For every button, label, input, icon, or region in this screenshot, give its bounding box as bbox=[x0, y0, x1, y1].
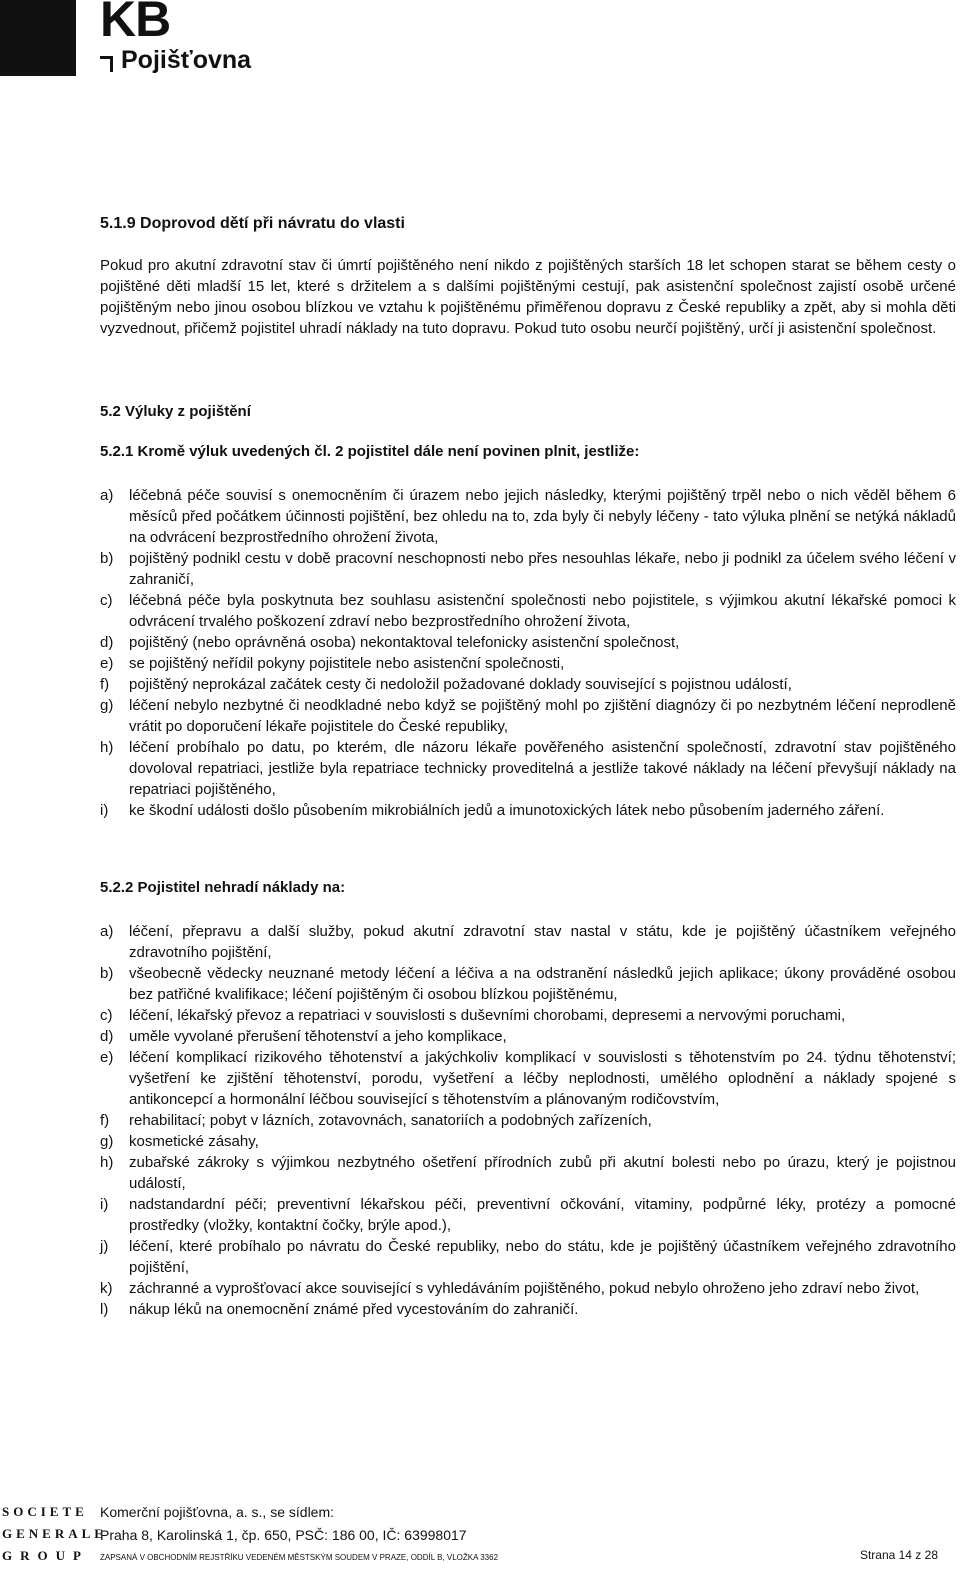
list-item: l) nákup léků na onemocnění známé před vycestováním do zahraničí. bbox=[100, 1301, 579, 1318]
list-item: d) uměle vyvolané přerušení těhotenství a jeho komplikace, bbox=[100, 1028, 507, 1045]
list-item: i) nadstandardní péči; preventivní lékařskou péči, preventivní očkování, vitaminy, podpůrné léky, protézy a pomocné prostředky (vložky, kontaktní čočky, brýle apod.), bbox=[100, 1196, 956, 1234]
list-item: a) léčebná péče souvisí s onemocněním či úrazem nebo jejich následky, kterými pojištěný trpěl nebo o nich věděl během 6 měsíců před počátkem účinnosti pojištění, bez ohledu na to, zda byly či nebyly léčeny - tato výluka plnění se netýká nákladů na odvrácení bezprostředního ohrožení života, bbox=[100, 487, 956, 546]
list-item: e) léčení komplikací rizikového těhotenství a jakýchkoliv komplikací v souvislosti s těhotenstvím po 24. týdnu těhotenství; vyšetření ke zjištění těhotenství, porodu, vyšetření a léčby neplodnosti, umělého oplodnění a náklady spojené s antikoncepcí a hormonální léčbou související s těhotenstvím a plánovaným rodičovstvím, bbox=[100, 1049, 956, 1108]
list-item: i) ke škodní události došlo působením mikrobiálních jedů a imunotoxických látek nebo působením jaderného záření. bbox=[100, 802, 885, 819]
exclusions-list bbox=[100, 485, 956, 821]
footer-company: Komerční pojišťovna, a. s., se sídlem: bbox=[100, 1504, 335, 1520]
section-591-paragraph: Pokud pro akutní zdravotní stav či úmrtí pojištěného není nikdo z pojištěných starších 18 let schopen starat se během cesty o pojištěné děti mladší 15 let, které s držitelem a s dalšími pojištěnými cestují, pak asistenční společnost zajistí osobě určené pojištěným nebo jinou osobou blízkou ve vztahu k pojištěnému přiměřenou dopravu z České republiky a zpět, aby si mohla děti vyzvednout, přičemž pojistitel uhradí náklady na tuto dopravu. Pokud tuto osobu neurčí pojištěný, určí ji asistenční společnost. bbox=[100, 257, 956, 337]
list-item: k) záchranné a vyprošťovací akce související s vyhledáváním pojištěného, pokud nebylo ohroženo jeho zdraví nebo život, bbox=[100, 1280, 920, 1297]
sg-logo-line1: SOCIETE bbox=[2, 1504, 88, 1519]
list-item: d) pojištěný (nebo oprávněná osoba) nekontaktoval telefonicky asistenční společnost, bbox=[100, 634, 680, 651]
list-item: h) zubařské zákroky s výjimkou nezbytného ošetření přírodních zubů při akutní bolesti nebo po úrazu, který je pojistnou událostí, bbox=[100, 1154, 956, 1192]
list-item: g) kosmetické zásahy, bbox=[100, 1133, 259, 1150]
costs-list bbox=[100, 921, 956, 1320]
corner-icon bbox=[100, 56, 113, 72]
list-item: c) léčení, lékařský převoz a repatriaci v souvislosti s duševními chorobami, depresemi a nervovými poruchami, bbox=[100, 1007, 846, 1024]
list-item: a) léčení, přepravu a další služby, pokud akutní zdravotní stav nastal v státu, kde je pojištěný účastníkem veřejného zdravotního pojištění, bbox=[100, 923, 956, 961]
footer-address: Praha 8, Karolinská 1, čp. 650, PSČ: 186 00, IČ: 63998017 bbox=[100, 1527, 467, 1543]
footer-registry: ZAPSANÁ V OBCHODNÍM REJSTŘÍKU VEDENÉM MĚSTSKÝM SOUDEM V PRAZE, ODDÍL B, VLOŽKA 3362 bbox=[100, 1553, 499, 1562]
list-item: b) pojištěný podnikl cestu v době pracovní neschopnosti nebo přes nesouhlas lékaře, nebo ji podnikl za účelem svého léčení v zahraničí, bbox=[100, 550, 956, 588]
list-item: f) pojištěný neprokázal začátek cesty či nedoložil požadované doklady související s pojistnou událostí, bbox=[100, 676, 792, 693]
sg-logo-line2: GENERALE bbox=[2, 1526, 107, 1541]
list-item: c) léčebná péče byla poskytnuta bez souhlasu asistenční společnosti nebo pojistitele, s výjimkou akutní lékařské pomoci k odvrácení trvalého poškození zdraví nebo bezprostředního ohrožení života, bbox=[100, 592, 956, 630]
list-item: h) léčení probíhalo po datu, po kterém, dle názoru lékaře pověřeného asistenční společností, zdravotní stav pojištěného dovoloval repatriaci, jestliže byla repatriace technicky proveditelná a jestliže takové náklady na léčení převyšují náklady na repatriaci pojištěného, bbox=[100, 739, 956, 798]
section-522-title: 5.2.2 Pojistitel nehradí náklady na: bbox=[100, 879, 346, 896]
logo-subtitle bbox=[100, 48, 251, 73]
list-item: g) léčení nebylo nezbytné či neodkladné nebo když se pojištěný mohl po zjištění diagnózy či po nezbytném léčení neprodleně vrátit po doporučení lékaře pojistitele do České republiky, bbox=[100, 697, 956, 735]
page-number: Strana 14 z 28 bbox=[859, 1548, 938, 1562]
logo-square bbox=[0, 0, 76, 76]
logo-subtitle-text: Pojišťovna bbox=[121, 46, 252, 74]
sg-logo-line3: GROUP bbox=[2, 1548, 89, 1563]
list-item: j) léčení, které probíhalo po návratu do České republiky, nebo do státu, kde je pojištěný účastníkem veřejného zdravotního pojištění, bbox=[100, 1238, 956, 1276]
section-591-title: 5.1.9 Doprovod dětí při návratu do vlasti bbox=[100, 215, 405, 232]
list-item: f) rehabilitací; pobyt v lázních, zotavovnách, sanatoriích a podobných zařízeních, bbox=[100, 1112, 652, 1129]
section-52-title: 5.2 Výluky z pojištění bbox=[100, 403, 251, 420]
list-item: e) se pojištěný neřídil pokyny pojistitele nebo asistenční společnosti, bbox=[100, 655, 565, 672]
logo-kb: KB bbox=[100, 0, 171, 47]
list-item: b) všeobecně vědecky neuznané metody léčení a léčiva a na odstranění následků jejich aplikace; úkony prováděné osobou bez patřičné kvalifikace; léčení pojištěným či osobou blízkou pojištěnému, bbox=[100, 965, 956, 1003]
section-521-title: 5.2.1 Kromě výluk uvedených čl. 2 pojistitel dále není povinen plnit, jestliže: bbox=[100, 443, 640, 460]
